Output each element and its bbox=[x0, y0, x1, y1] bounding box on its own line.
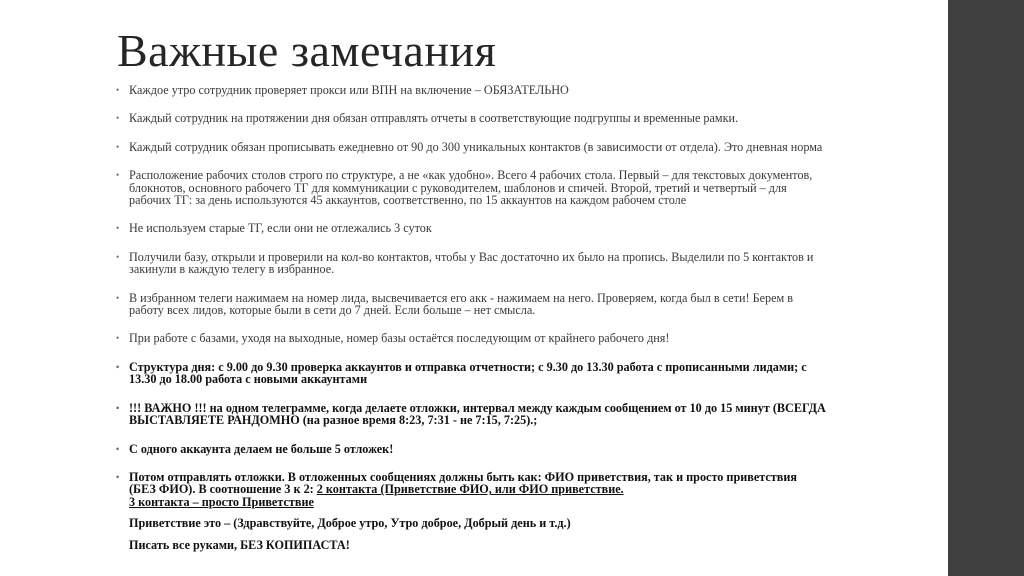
list-item: • Каждое утро сотрудник проверяет прокси или ВПН на включение – ОБЯЗАТЕЛЬНО bbox=[116, 83, 569, 97]
bullet-list bbox=[114, 84, 826, 551]
bullet-icon: • bbox=[116, 85, 120, 95]
list-item-important: • !!! ВАЖНО !!! на одном телеграмме, когда делаете отложки, интервал между каждым сообщением от 10 до 15 минут (ВСЕГДА ВЫСТАВЛЯЕТЕ РАНДОМНО (на разное время 8:23, 7:31 - не 7:15, 7:25).; bbox=[116, 400, 826, 428]
list-item: • При работе с базами, уходя на выходные, номер базы остаётся последующим от крайнего рабочего дня! bbox=[116, 331, 670, 346]
bullet-icon: • bbox=[116, 170, 120, 181]
list-item: • Каждый сотрудник на протяжении дня обязан отправлять отчеты в соответствующие подгруппы и временные рамки. bbox=[116, 111, 739, 126]
bullet-icon: • bbox=[116, 113, 120, 124]
bullet-icon: • bbox=[116, 471, 120, 482]
list-item-limit: • С одного аккаунта делаем не больше 5 отложек! bbox=[116, 441, 394, 456]
page-title: Важные замечания bbox=[117, 25, 497, 76]
bullet-icon: • bbox=[116, 141, 120, 152]
list-item-send: • Потом отправлять отложки. В отложенных сообщениях должны быть как: ФИО приветствия, так и просто приветствия (БЕЗ ФИО). В соотношение 3 к 2: 2 контакта (Приветствие ФИО, или ФИО приветствие. 3 контакта – просто Приветствие Приветствие это – (Здравствуйте, Доброе утро, Утро доброе, Добрый день и т.д.) Писать все руками, БЕЗ КОПИПАСТА! bbox=[116, 469, 797, 552]
bullet-icon: • bbox=[116, 361, 120, 372]
list-item: • Каждый сотрудник обязан прописывать ежедневно от 90 до 300 уникальных контактов (в зависимости от отдела). Это дневная норма bbox=[116, 139, 823, 154]
bullet-icon: • bbox=[116, 223, 120, 234]
bullet-icon: • bbox=[116, 402, 120, 413]
list-item-structure: • Структура дня: с 9.00 до 9.30 проверка аккаунтов и отправка отчетности; с 9.30 до 13.30 работа с прописанными лидами; с 13.30 до 18.00 работа с новыми аккаунтами bbox=[116, 359, 807, 387]
bullet-icon: • bbox=[116, 333, 120, 344]
list-item: • Получили базу, открыли и проверили на кол-во контактов, чтобы у Вас достаточно их было на пропись. Выделили по 5 контактов и закинули в каждую телегу в избранное. bbox=[116, 249, 814, 277]
list-item: • Не используем старые ТГ, если они не отлежались 3 суток bbox=[116, 221, 432, 236]
bullet-icon: • bbox=[116, 251, 120, 262]
side-panel bbox=[948, 0, 1024, 576]
list-item: • Расположение рабочих столов строго по структуре, а не «как удобно». Всего 4 рабочих стола. Первый – для текстовых документов, блокнотов, основного рабочего ТГ для коммуникации с руководителем, шаблонов и спичей. Второй, третий и четвертый – для рабочих ТГ: за день используются 45 аккаунтов, соответственно, по 15 аккаунтов на каждом рабочем столе bbox=[116, 168, 813, 208]
list-item: • В избранном телеги нажимаем на номер лида, высвечивается его акк - нажимаем на него. Проверяем, когда был в сети! Берем в работу всех лидов, которые были в сети до 7 дней. Если больше – нет смысла. bbox=[116, 290, 794, 318]
bullet-icon: • bbox=[116, 292, 120, 303]
bullet-icon: • bbox=[116, 443, 120, 454]
